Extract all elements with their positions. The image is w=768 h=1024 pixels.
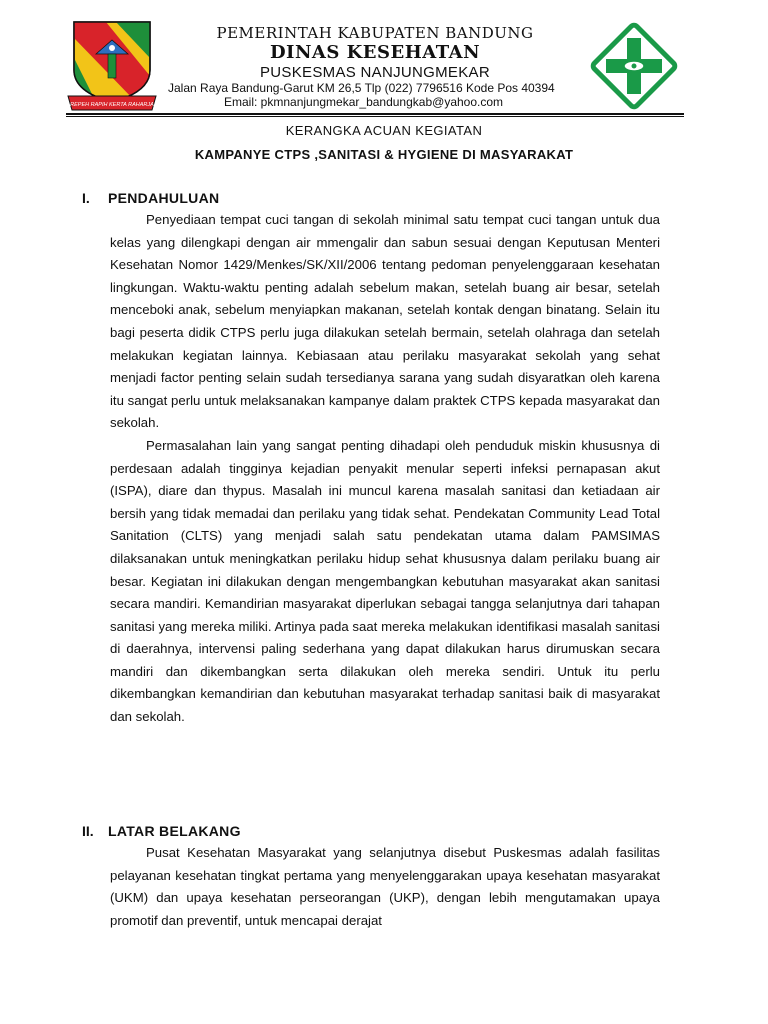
kabupaten-bandung-emblem-icon	[66, 18, 158, 112]
paragraph: Permasalahan lain yang sangat penting dihadapi oleh penduduk miskin khususnya di perdesaan adalah tingginya kejadian penyakit menular seperti infeksi pernapasan akut (ISPA), diare dan thypus. Masalah ini muncul karena masalah sanitasi dan ketiadaan air bersih yang tidak memadai dan perilaku yang tidak sehat. Pendekatan Community Lead Total Sanitation (CLTS) yang menjadi salah satu pendekatan utama dalam PAMSIMAS dilaksanakan untuk meningkatkan perilaku hidup sehat khususnya dalam perilaku buang air besar. Kegiatan ini dilakukan dengan mengembangkan kebutuhan masyarakat akan sanitasi secara mandiri. Kemandirian masyarakat diperlukan sebagai tangga selanjutnya dari tahapan sanitasi yang mereka miliki. Artinya pada saat mereka melakukan identifikasi masalah sanitasi di daerahnya, intervensi paling sederhana yang dapat dilakukan harus dirumuskan secara mandiri dan dikembangkan serta dilakukan oleh mereka sendiri. Untuk itu perlu dikembangkan kemandirian dan kebutuhan masyarakat terhadap sanitasi baik di masyarakat dan sekolah.	[110, 437, 660, 725]
document-title: KERANGKA ACUAN KEGIATAN	[285, 123, 483, 138]
header-rule-thick	[66, 113, 684, 115]
section-number: I.	[82, 190, 90, 206]
section-heading-latar-belakang	[82, 823, 241, 839]
department-name: DINAS KESEHATAN	[269, 42, 481, 63]
document-subtitle: KAMPANYE CTPS ,SANITASI & HYGIENE DI MASYARAKAT	[194, 147, 574, 162]
paragraph: Penyediaan tempat cuci tangan di sekolah minimal satu tempat cuci tangan untuk dua kelas yang dilengkapi dengan air mmengalir dan sabun sesuai dengan Keputusan Menteri Kesehatan Nomor 1429/Menkes/SK/XII/2006 tentang pedoman penyelenggaraan kesehatan lingkungan. Waktu-waktu penting adalah sebelum makan, setelah buang air besar, setelah menceboki anak, sebelum menyiapkan makanan, setelah kontak dengan binatang. Selain itu bagi peserta didik CTPS perlu juga dilakukan setelah bermain, setelah olahraga dan setelah melakukan kegiatan lainnya. Kebiasaan atau perilaku masyarakat sekolah yang sehat menjadi factor penting selain sudah tersedianya sarana yang sudah disyaratkan oleh karena itu sangat perlu untuk melaksanakan kampanye dalam praktek CTPS kepada masyarakat dan sekolah.	[110, 212, 660, 431]
section-body-pendahuluan	[110, 209, 660, 729]
paragraph: Pusat Kesehatan Masyarakat yang selanjutnya disebut Puskesmas adalah fasilitas pelayanan kesehatan tingkat pertama yang menyelenggarakan upaya kesehatan masyarakat (UKM) dan upaya kesehatan perseorangan (UKP), dengan lebih mengutamakan upaya promotif dan preventif, untuk mencapai derajat	[110, 845, 660, 928]
letterhead-text	[160, 24, 590, 109]
section-title: LATAR BELAKANG	[108, 823, 241, 839]
unit-name: PUSKESMAS NANJUNGMEKAR	[260, 64, 490, 81]
government-name: PEMERINTAH KABUPATEN BANDUNG	[216, 24, 534, 42]
section-body-latar-belakang	[110, 842, 660, 932]
header-rule-thin	[66, 116, 684, 117]
emblem-motto: REPEH RAPIH KERTA RAHARJA	[70, 102, 154, 108]
section-heading-pendahuluan	[82, 190, 219, 206]
puskesmas-logo-icon	[590, 22, 678, 110]
section-title: PENDAHULUAN	[108, 190, 220, 206]
section-number: II.	[82, 823, 94, 839]
address-line: Jalan Raya Bandung-Garut KM 26,5 Tlp (022) 7796516 Kode Pos 40394	[168, 81, 555, 95]
email-line: Email: pkmnanjungmekar_bandungkab@yahoo.com	[224, 95, 504, 109]
letterhead	[0, 0, 768, 118]
